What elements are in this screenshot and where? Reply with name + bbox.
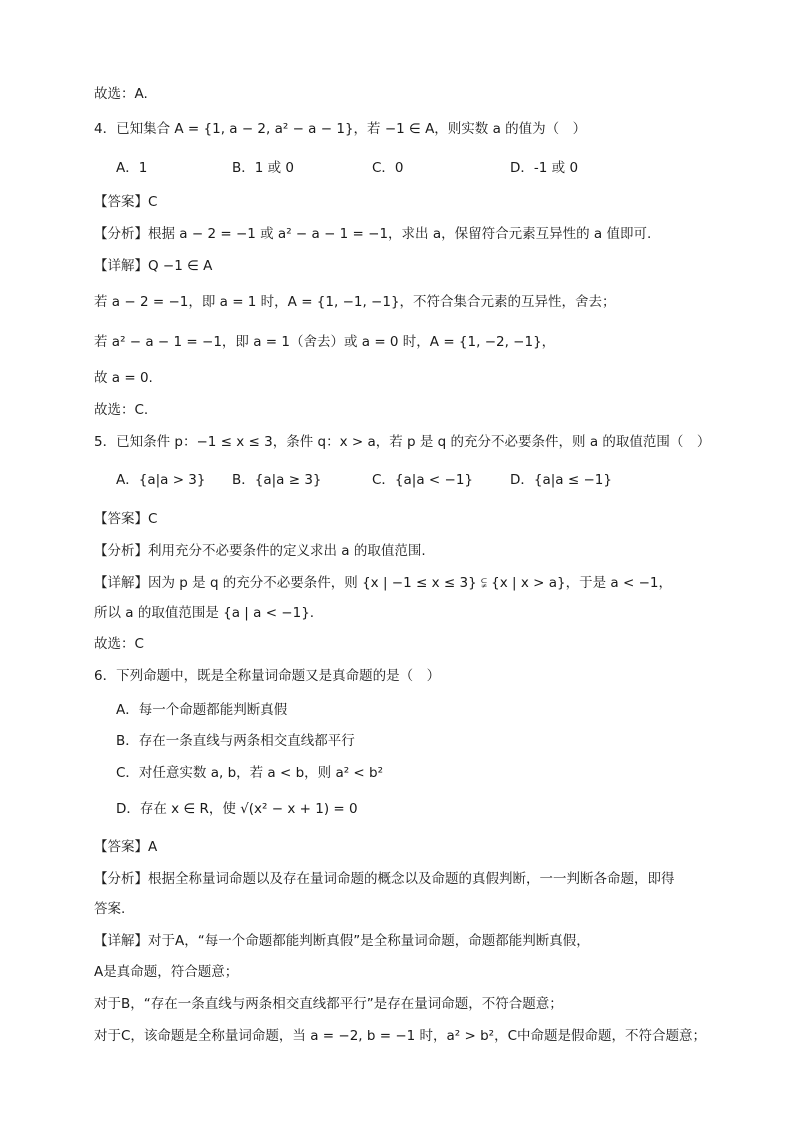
q4-conclusion: 故 a = 0. (94, 370, 153, 386)
q6-solution-a: 【详解】对于A，“每一个命题都能判断真假”是全称量词命题，命题都能判断真假， (94, 933, 590, 949)
q4-option-d: D．-1 或 0 (510, 160, 579, 176)
q5-option-d: D．{a|a ≤ −1} (510, 472, 612, 488)
q5-answer: 【答案】C (94, 511, 158, 527)
q6-option-b: B．存在一条直线与两条相交直线都平行 (116, 733, 355, 749)
q5-option-a: A．{a|a > 3} (116, 472, 206, 488)
q4-solution-case2: 若 a² − a − 1 = −1，即 a = 1（舍去）或 a = 0 时，A = {1, −2, −1}， (94, 334, 556, 350)
q4-choice: 故选：C. (94, 402, 149, 418)
q5-option-b: B．{a|a ≥ 3} (232, 472, 322, 488)
q6-option-a: A．每一个命题都能判断真假 (116, 702, 288, 718)
q5-option-c: C．{a|a < −1} (372, 472, 473, 488)
q4-solution-start: 【详解】Q −1 ∈ A (94, 258, 213, 274)
q4-option-c: C．0 (372, 160, 404, 176)
q6-answer: 【答案】A (94, 839, 158, 855)
answer-choice-line: 故选：A. (94, 86, 148, 102)
q5-analysis: 【分析】利用充分不必要条件的定义求出 a 的取值范围. (94, 543, 426, 559)
q6-solution-b: 对于B，“存在一条直线与两条相交直线都平行”是存在量词命题，不符合题意； (94, 996, 563, 1012)
q6-option-d: D．存在 x ∈ R，使 √(x² − x + 1) = 0 (116, 801, 358, 817)
question-6-stem: 6．下列命题中，既是全称量词命题又是真命题的是（ ） (94, 668, 441, 684)
q6-option-c: C．对任意实数 a, b，若 a < b，则 a² < b² (116, 765, 384, 781)
q4-option-a: A．1 (116, 160, 148, 176)
q5-range: 所以 a 的取值范围是 {a | a < −1}. (94, 605, 315, 621)
q5-solution: 【详解】因为 p 是 q 的充分不必要条件，则 {x | −1 ≤ x ≤ 3} ⫋ {x | x > a}，于是 a < −1， (94, 575, 672, 591)
question-5-stem: 5．已知条件 p：−1 ≤ x ≤ 3，条件 q：x > a，若 p 是 q 的充分不必要条件，则 a 的取值范围（ ） (94, 434, 711, 450)
q6-solution-a-cont: A是真命题，符合题意； (94, 964, 239, 980)
q6-solution-c: 对于C，该命题是全称量词命题，当 a = −2, b = −1 时，a² > b²，C中命题是假命题，不符合题意； (94, 1028, 707, 1044)
q6-analysis-cont: 答案. (94, 901, 126, 917)
q4-analysis: 【分析】根据 a − 2 = −1 或 a² − a − 1 = −1，求出 a，保留符合元素互异性的 a 值即可. (94, 226, 652, 242)
q5-choice: 故选：C (94, 636, 144, 652)
q4-solution-case1: 若 a − 2 = −1，即 a = 1 时，A = {1, −1, −1}，不符合集合元素的互异性，舍去； (94, 294, 616, 310)
question-4-stem: 4．已知集合 A = {1, a − 2, a² − a − 1}，若 −1 ∈ A，则实数 a 的值为（ ） (94, 121, 587, 137)
q4-answer: 【答案】C (94, 194, 158, 210)
q6-analysis: 【分析】根据全称量词命题以及存在量词命题的概念以及命题的真假判断，一一判断各命题，即得 (94, 871, 675, 887)
q4-option-b: B．1 或 0 (232, 160, 295, 176)
